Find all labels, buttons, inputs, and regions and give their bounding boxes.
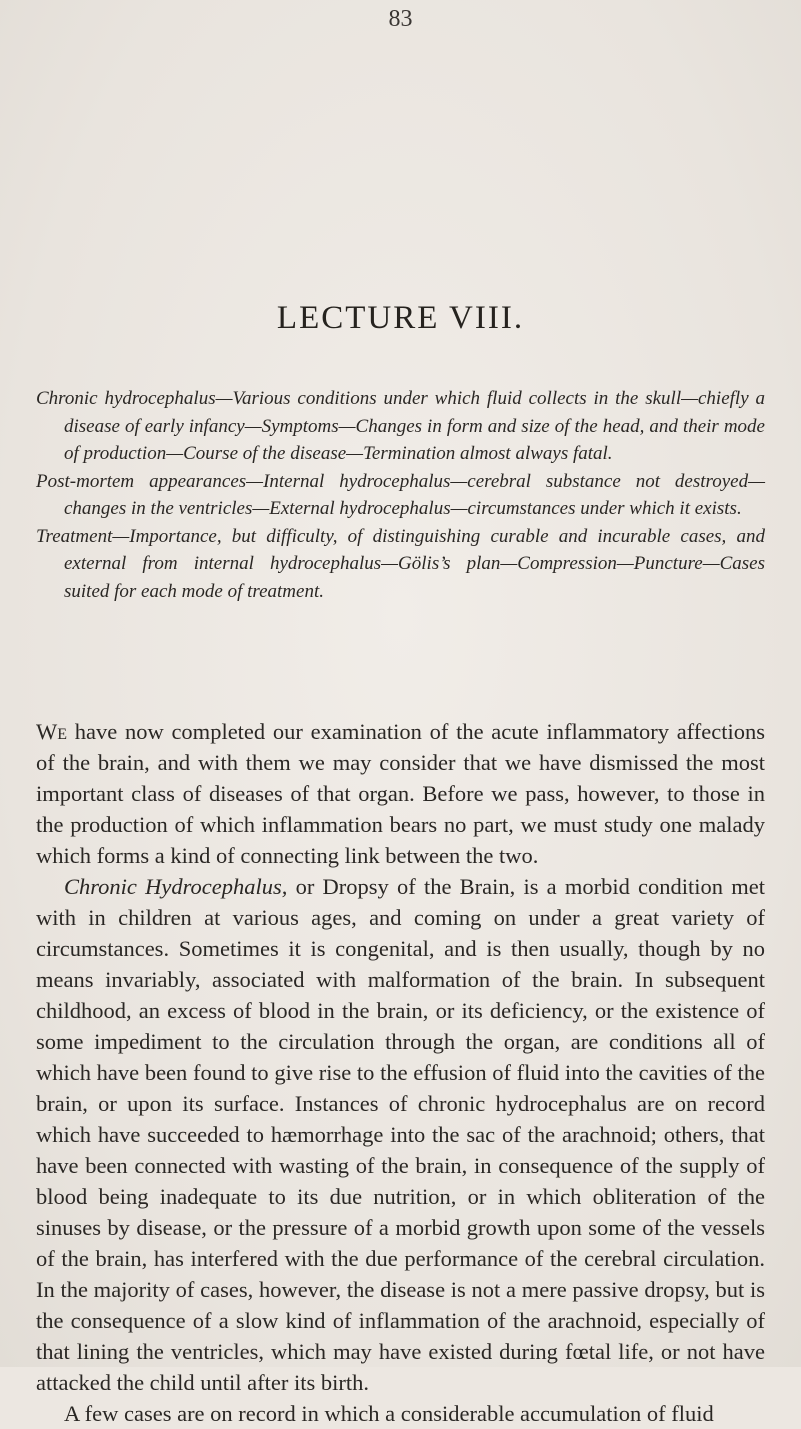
paragraph-opening-word: We [36,719,68,744]
body-text [36,716,765,1429]
italic-term: Chronic Hydrocephalus, [64,874,288,899]
paragraph-text: or Dropsy of the Brain, is a morbid condition met with in children at various ages, and coming on under a great variety of circumstances. Sometimes it is congenital, and is then usually, though by no means invariably, associated with malformation of the brain. In subsequent childhood, an excess of blood in the brain, or its deficiency, or the existence of some impediment to the circulation through the organ, are conditions all of which have been found to give rise to the effusion of fluid into the cavities of the brain, or upon its surface. Instances of chronic hydrocephalus are on record which have succeeded to hæmorrhage into the sac of the arachnoid; others, that have been connected with wasting of the brain, in consequence of the supply of blood being inadequate to its due nutrition, or in which obliteration of the sinuses by disease, or the pressure of a morbid growth upon some of the vessels of the brain, has interfered with the due performance of the cerebral circulation. In the majority of cases, however, the disease is not a mere passive dropsy, but is the consequence of a slow kind of inflammation of the arachnoid, especially of that lining the ventricles, which may have existed during fœtal life, or not have attacked the child until after its birth. [36,874,765,1395]
paragraph-text: have now completed our examination of the acute inflammatory affections of the brain, and with them we may consider that we have dismissed the most important class of diseases of that organ. Before we pass, however, to those in the production of which inflammation bears no part, we must study one malady which forms a kind of connecting link between the two. [36,719,765,868]
page-number: 83 [388,6,413,32]
paragraph [36,871,765,1398]
lecture-title: LECTURE VIII. [276,300,525,336]
paragraph: A few cases are on record in which a considerable accumulation of fluid [64,1401,714,1426]
synopsis-item: Chronic hydrocephalus—Various conditions under which fluid collects in the skull—chiefly a disease of early infancy—Symptoms—Changes in form and size of the head, and their mode of production—Course of the disease—Termination almost always fatal. [36,388,765,464]
synopsis-item: Post-mortem appearances—Internal hydrocephalus—cerebral substance not destroyed—changes in the ventricles—External hydrocephalus—circumstances under which it exists. [36,470,765,519]
synopsis-item: Treatment—Importance, but difficulty, of distinguishing curable and incurable cases, and external from internal hydrocephalus—Gölis’s plan—Compression—Puncture—Cases suited for each mode of treatment. [36,525,765,602]
chapter-synopsis [36,385,765,605]
paragraph [36,716,765,871]
